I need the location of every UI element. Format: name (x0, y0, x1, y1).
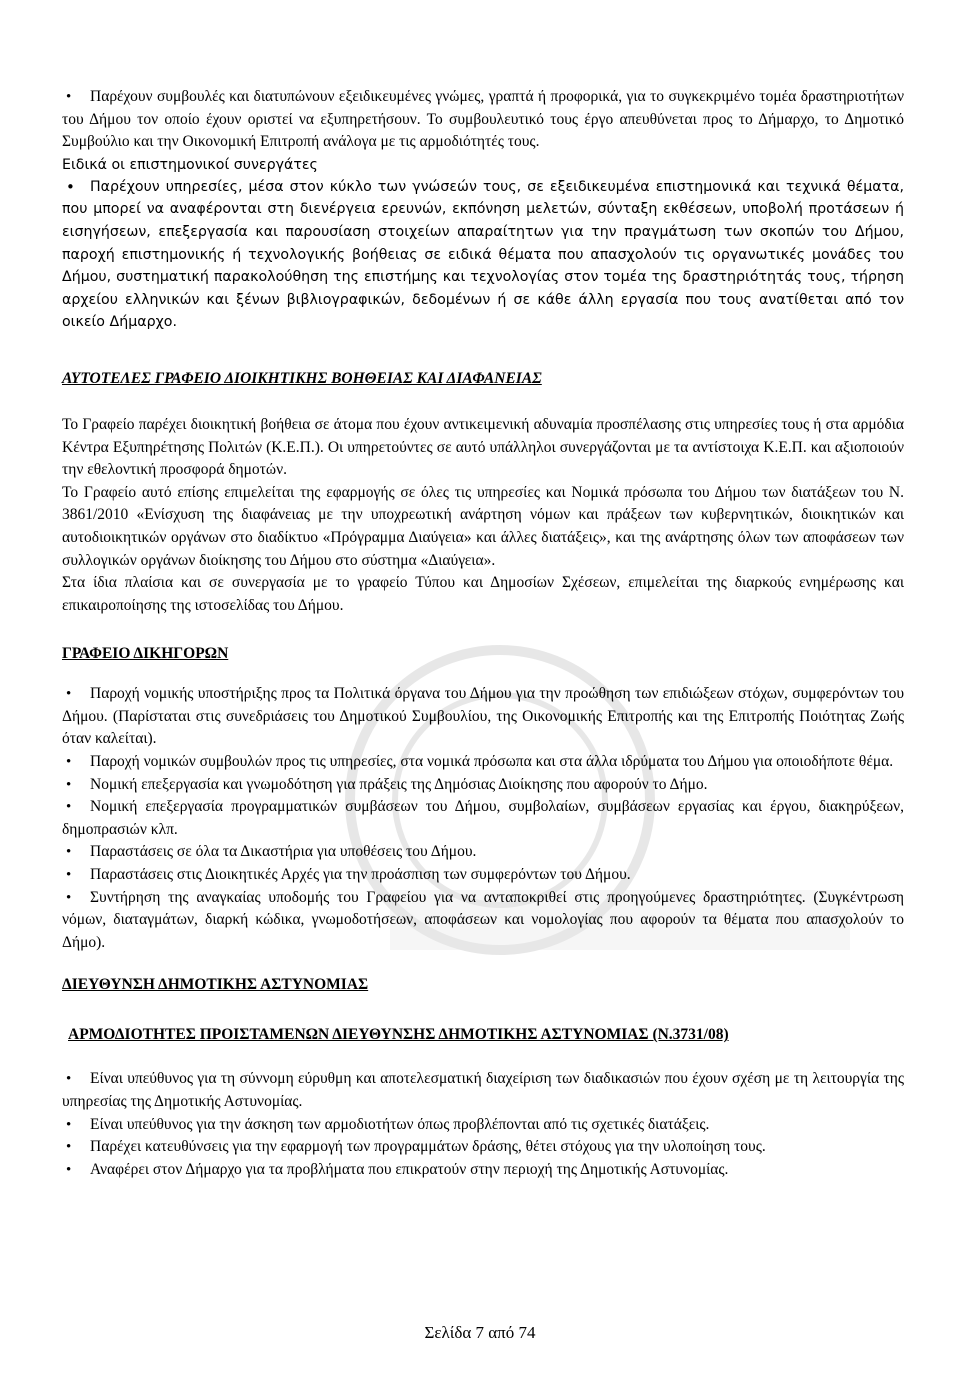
page-number: Σελίδα 7 από 74 (424, 1323, 536, 1342)
section1-list-2 (62, 176, 904, 334)
list-item: • Παραστάσεις στις Διοικητικές Αρχές για την προάσπιση των συμφερόντων του Δήμου. (62, 864, 904, 887)
list-item: • Παρέχουν υπηρεσίες, μέσα στον κύκλο των γνώσεών τους, σε εξειδικευμένα επιστημονικά και τεχνικά θέματα, που μπορεί να αναφέρονται στη διενέργεια ερευνών, εκπόνηση μελετών, σύνταξη εκθέσεων, υποβολή προτάσεων ή εισηγήσεων, επεξεργασία και παρουσίαση στοιχείων απαραίτητων για την πραγμάτωση των σκοπών του Δήμου, παροχή επιστημονικής ή τεχνολογικής βοήθειας σε ειδικά θέματα που απασχολούν τις οργανωτικές μονάδες του Δήμου, συστηματική παρακολούθηση της επιστήμης και τεχνολογίας στον τομέα της δραστηριότητάς τους, τήρηση αρχείου ελληνικών και ξένων βιβλιογραφικών, δεδομένων ή σε κάθε άλλη εργασία που τους ανατίθεται από τον οικείο Δήμαρχο. (62, 176, 904, 334)
list-item: • Νομική επεξεργασία και γνωμοδότηση για πράξεις της Δημόσιας Διοίκησης που αφορούν το Δήμο. (62, 774, 904, 797)
police-list (62, 1068, 904, 1181)
list-item: • Παροχή νομικών συμβουλών προς τις υπηρεσίες, στα νομικά πρόσωπα και στα άλλα ιδρύματα του Δήμου για οποιοδήποτε θέμα. (62, 751, 904, 774)
list-item: • Είναι υπεύθυνος για την άσκηση των αρμοδιοτήτων όπως προβλέπονται από τις σχετικές διατάξεις. (62, 1114, 904, 1137)
section-heading-transparency: ΑΥΤΟΤΕΛΕΣ ΓΡΑΦΕΙΟ ΔΙΟΙΚΗΤΙΚΗΣ ΒΟΗΘΕΙΑΣ ΚΑΙ ΔΙΑΦΑΝΕΙΑΣ (62, 369, 542, 387)
paragraph: Στα ίδια πλαίσια και σε συνεργασία με το γραφείο Τύπου και Δημοσίων Σχέσεων, επιμελείται της διαρκούς ενημέρωσης και επικαιροποίησης της ιστοσελίδας του Δήμου. (62, 574, 904, 614)
list-item: • Παρέχει κατευθύνσεις για την εφαρμογή των προγραμμάτων δράσης, θέτει στόχους για την υλοποίηση τους. (62, 1136, 904, 1159)
subheading-scientific-associates: Ειδικά οι επιστημονικοί συνεργάτες (62, 156, 318, 173)
list-item: • Παροχή νομικής υποστήριξης προς τα Πολιτικά όργανα του Δήμου για την προώθηση των επιδιώξεων στόχων, συμφερόντων του Δήμου. (Παρίσταται στις συνεδριάσεις του Δημοτικού Συμβουλίου, της Οικονομικής Επιτροπής και της Επιτροπής Ποιότητας Ζωής όταν καλείται). (62, 683, 904, 751)
section-heading-municipal-police: ΔΙΕΥΘΥΝΣΗ ΔΗΜΟΤΙΚΗΣ ΑΣΤΥΝΟΜΙΑΣ (62, 976, 369, 994)
document-page (62, 86, 904, 1181)
paragraph: Το Γραφείο αυτό επίσης επιμελείται της εφαρμογής σε όλες τις υπηρεσίες και Νομικά πρόσωπα του Δήμου των διατάξεων του Ν. 3861/2010 «Ενίσχυση της διαφάνειας με την υποχρεωτική ανάρτηση νόμων και πράξεων των κυβερνητικών, διοικητικών και αυτοδιοικητικών οργάνων στο διαδίκτυο «Πρόγραμμα Διαύγεια» και άλλες διατάξεις», και της ανάρτησης όλων των αποφάσεων των συλλογικών οργάνων διοίκησης του Δήμου στο σύστημα «Διαύγεια». (62, 483, 904, 569)
paragraph: Το Γραφείο παρέχει διοικητική βοήθεια σε άτομα που έχουν αντικειμενική αδυναμία προσπέλασης στις υπηρεσίες τους ή στα αρμόδια Κέντρα Εξυπηρέτησης Πολιτών (Κ.Ε.Π.). Οι υπηρετούντες σε αυτό υπάλληλοι συνεργάζονται με τα αντίστοιχα Κ.Ε.Π. και αξιοποιούν την εθελοντική προσφορά δημοτών. (62, 415, 904, 479)
subheading-police-responsibilities: ΑΡΜΟΔΙΟΤΗΤΕΣ ΠΡΟΙΣΤΑΜΕΝΩΝ ΔΙΕΥΘΥΝΣΗΣ ΔΗΜΟΤΙΚΗΣ ΑΣΤΥΝΟΜΙΑΣ (Ν.3731/08) (68, 1026, 729, 1044)
list-item: • Αναφέρει στον Δήμαρχο για τα προβλήματα που επικρατούν στην περιοχή της Δημοτικής Αστυνομίας. (62, 1159, 904, 1182)
list-item: • Παρέχουν συμβουλές και διατυπώνουν εξειδικευμένες γνώμες, γραπτά ή προφορικά, για το συγκεκριμένο τομέα δραστηριοτήτων του Δήμου τον οποίο έχουν οριστεί να εξυπηρετήσουν. Το συμβουλευτικό τους έργο απευθύνεται προς το Δήμαρχο, το Δημοτικό Συμβούλιο και την Οικονομική Επιτροπή ανάλογα με τις αρμοδιότητές τους. (62, 86, 904, 154)
list-item: • Νομική επεξεργασία προγραμματικών συμβάσεων του Δήμου, συμβολαίων, συμβάσεων εργασίας και έργου, διακηρύξεων, δημοπρασιών κλπ. (62, 796, 904, 841)
list-item: • Παραστάσεις σε όλα τα Δικαστήρια για υποθέσεις του Δήμου. (62, 841, 904, 864)
lawyers-list (62, 683, 904, 954)
list-item: • Συντήρηση της αναγκαίας υποδομής του Γραφείου για να ανταποκριθεί στις προηγούμενες δραστηριότητες. (Συγκέντρωση νόμων, διαταγμάτων, διαρκή κώδικα, γνωμοδοτήσεων, αποφάσεων και νομολογίας που αφορούν τα θέματα που απασχολούν το Δήμο). (62, 887, 904, 955)
section1-list (62, 86, 904, 154)
list-item: • Είναι υπεύθυνος για τη σύννομη εύρυθμη και αποτελεσματική διαχείριση των διαδικασιών που έχουν σχέση με τη λειτουργία της υπηρεσίας της Δημοτικής Αστυνομίας. (62, 1068, 904, 1113)
section-heading-lawyers: ΓΡΑΦΕΙΟ ΔΙΚΗΓΟΡΩΝ (62, 645, 229, 663)
